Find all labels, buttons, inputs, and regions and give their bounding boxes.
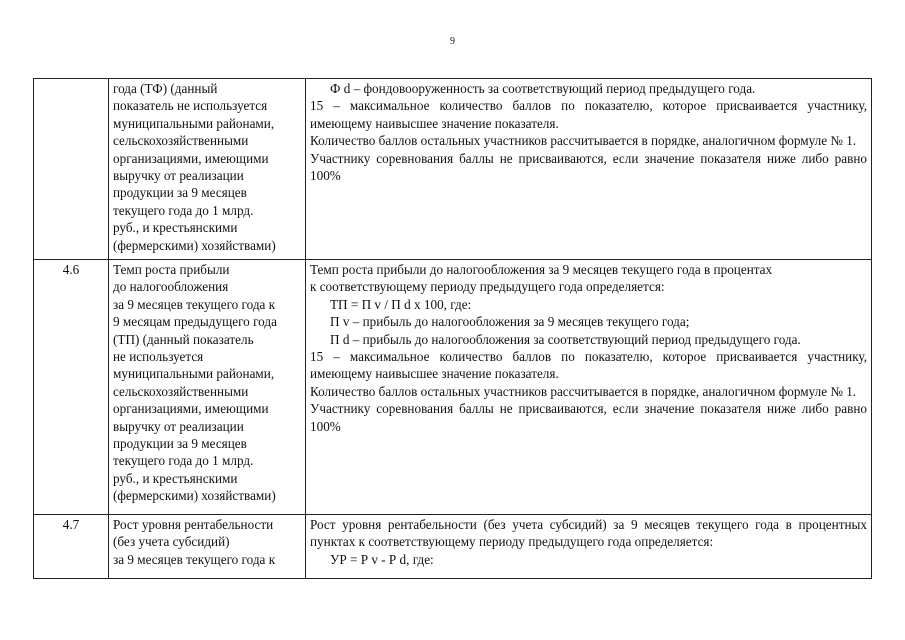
description-paragraph: Рост уровня рентабельности (без учета субсидий) за 9 месяцев текущего года в процентных пунктах к соответствующему периоду предыдущего года определяется: bbox=[310, 517, 867, 550]
description-paragraph: Количество баллов остальных участников рассчитывается в порядке, аналогичном формуле № 1. bbox=[310, 133, 857, 149]
description-paragraph: Ф d – фондовооруженность за соответствующий период предыдущего года. bbox=[330, 81, 756, 96]
row-number: 4.6 bbox=[34, 260, 109, 515]
description-paragraph: Участнику соревнования баллы не присваиваются, если значение показателя ниже либо равно 100% bbox=[310, 150, 867, 184]
indicator-name: года (ТФ) (данный показатель не используется муниципальными районами, сельскохозяйственными организациями, имеющими выручку от реализации продукции за 9 месяцев текущего года до 1 млрд. руб., и крестьянскими (фермерскими) хозяйствами) bbox=[109, 79, 306, 260]
description-paragraph: к соответствующему периоду предыдущего года определяется: bbox=[310, 279, 665, 295]
table-row bbox=[34, 260, 872, 515]
formula-line: УР = Р v - Р d, где: bbox=[330, 551, 434, 567]
description-paragraph: Темп роста прибыли до налогообложения за 9 месяцев текущего года в процентах bbox=[310, 262, 773, 277]
indicator-description bbox=[306, 515, 872, 579]
table-row bbox=[34, 79, 872, 260]
indicator-description bbox=[306, 79, 872, 260]
page-number: 9 bbox=[450, 36, 455, 47]
description-paragraph: Участнику соревнования баллы не присваиваются, если значение показателя ниже либо равно 100% bbox=[310, 401, 867, 434]
description-paragraph: 15 – максимальное количество баллов по показателю, которое присваивается участнику, имеющему наивысшее значение показателя. bbox=[310, 98, 867, 131]
indicator-name: Темп роста прибыли до налогообложения за 9 месяцев текущего года к 9 месяцам предыдущего года (ТП) (данный показатель не используется муниципальными районами, сельскохозяйственными организациями, имеющими выручку от реализации продукции за 9 месяцев текущего года до 1 млрд. руб., и крестьянскими (фермерскими) хозяйствами) bbox=[109, 260, 306, 515]
description-paragraph: 15 – максимальное количество баллов по показателю, которое присваивается участнику, имеющему наивысшее значение показателя. bbox=[310, 349, 867, 382]
formula-line: ТП = П v / П d х 100, где: bbox=[330, 296, 472, 312]
indicator-description bbox=[306, 260, 872, 515]
description-paragraph: Количество баллов остальных участников рассчитывается в порядке, аналогичном формуле № 1. bbox=[310, 383, 857, 399]
description-paragraph: П v – прибыль до налогообложения за 9 месяцев текущего года; bbox=[330, 314, 690, 330]
row-number bbox=[34, 79, 109, 260]
indicator-name: Рост уровня рентабельности (без учета субсидий) за 9 месяцев текущего года к bbox=[109, 515, 306, 579]
description-paragraph: П d – прибыль до налогообложения за соответствующий период предыдущего года. bbox=[330, 331, 801, 347]
indicators-table bbox=[33, 78, 872, 579]
table-row bbox=[34, 515, 872, 579]
row-number: 4.7 bbox=[34, 515, 109, 579]
